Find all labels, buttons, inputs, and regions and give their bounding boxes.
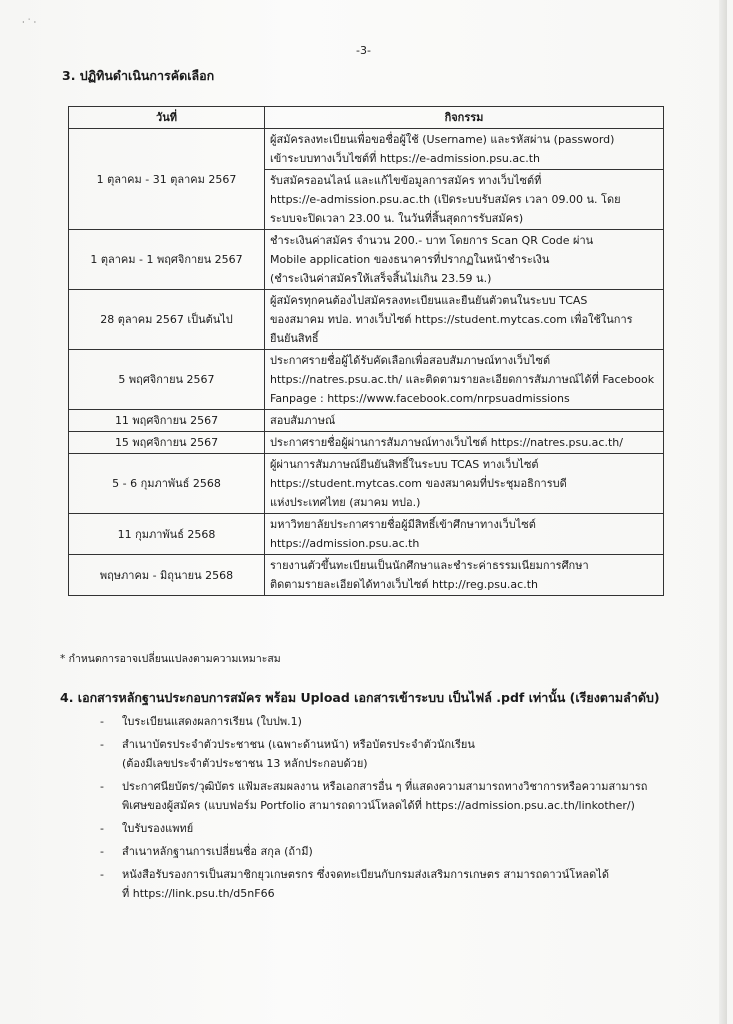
- schedule-body: [69, 129, 664, 596]
- bullet-dash: -: [100, 780, 104, 793]
- header-date: วันที่: [69, 107, 265, 129]
- schedule-activity: [265, 555, 664, 596]
- schedule-footnote: * กำหนดการอาจเปลี่ยนแปลงตามความเหมาะสม: [60, 653, 281, 665]
- schedule-row: [69, 230, 664, 290]
- list-item-line: (ต้องมีเลขประจำตัวประชาชน 13 หลักประกอบด้วย): [122, 757, 368, 770]
- page-edge-shadow: [719, 0, 727, 1024]
- bullet-dash: -: [100, 715, 104, 728]
- activity-line: Mobile application ของธนาคารที่ปรากฏในหน้าชำระเงิน: [270, 253, 550, 266]
- activity-line: Fanpage : https://www.facebook.com/nrpsuadmissions: [270, 392, 570, 405]
- activity-line: สอบสัมภาษณ์: [270, 414, 336, 427]
- schedule-row: [69, 129, 664, 170]
- schedule-date: 1 ตุลาคม - 31 ตุลาคม 2567: [69, 129, 265, 230]
- schedule-date: 15 พฤศจิกายน 2567: [69, 432, 265, 454]
- schedule-activity: [265, 350, 664, 410]
- schedule-date: 11 พฤศจิกายน 2567: [69, 410, 265, 432]
- activity-line: ผู้สมัครลงทะเบียนเพื่อขอชื่อผู้ใช้ (Username) และรหัสผ่าน (password): [270, 133, 615, 146]
- schedule-activity: [265, 514, 664, 555]
- list-item: [96, 735, 696, 773]
- activity-line: ประกาศรายชื่อผู้ผ่านการสัมภาษณ์ทางเว็บไซต์ https://natres.psu.ac.th/: [270, 436, 623, 449]
- schedule-row: [69, 290, 664, 350]
- activity-line: (ชำระเงินค่าสมัครให้เสร็จสิ้นไม่เกิน 23.59 น.): [270, 272, 492, 285]
- activity-line: ระบบจะปิดเวลา 23.00 น. ในวันที่สิ้นสุดการรับสมัคร): [270, 212, 524, 225]
- list-item-line: ใบรับรองแพทย์: [122, 822, 194, 835]
- list-item-line: สำเนาบัตรประจำตัวประชาชน (เฉพาะด้านหน้า) หรือบัตรประจำตัวนักเรียน: [122, 738, 475, 751]
- schedule-row: [69, 350, 664, 410]
- header-activity: กิจกรรม: [265, 107, 664, 129]
- activity-line: ผู้ผ่านการสัมภาษณ์ยืนยันสิทธิ์ในระบบ TCAS ทางเว็บไซต์: [270, 458, 539, 471]
- bullet-dash: -: [100, 868, 104, 881]
- schedule-activity: [265, 454, 664, 514]
- schedule-table: [68, 106, 664, 596]
- schedule-header-row: [69, 107, 664, 129]
- schedule-date: 28 ตุลาคม 2567 เป็นต้นไป: [69, 290, 265, 350]
- page-number: -3-: [356, 44, 371, 57]
- schedule-activity: [265, 410, 664, 432]
- schedule-row: [69, 555, 664, 596]
- schedule-date: 5 - 6 กุมภาพันธ์ 2568: [69, 454, 265, 514]
- schedule-row: [69, 432, 664, 454]
- activity-line: https://natres.psu.ac.th/ และติดตามรายละเอียดการสัมภาษณ์ได้ที่ Facebook: [270, 373, 655, 386]
- list-item-line: ใบระเบียนแสดงผลการเรียน (ใบปพ.1): [122, 715, 302, 728]
- activity-line: เข้าระบบทางเว็บไซต์ที่ https://e-admission.psu.ac.th: [270, 152, 540, 165]
- activity-line: รับสมัครออนไลน์ และแก้ไขข้อมูลการสมัคร ทางเว็บไซต์ที่: [270, 174, 542, 187]
- list-item: [96, 777, 696, 815]
- list-item-line: พิเศษของผู้สมัคร (แบบฟอร์ม Portfolio สามารถดาวน์โหลดได้ที่ https://admission.psu.ac.th/linkother/): [122, 799, 635, 812]
- activity-line: รายงานตัวขึ้นทะเบียนเป็นนักศึกษาและชำระค่าธรรมเนียมการศึกษา: [270, 559, 589, 572]
- activity-line: ผู้สมัครทุกคนต้องไปสมัครลงทะเบียนและยืนยันตัวตนในระบบ TCAS: [270, 294, 588, 307]
- schedule-row: [69, 514, 664, 555]
- bullet-dash: -: [100, 822, 104, 835]
- schedule-date: 1 ตุลาคม - 1 พฤศจิกายน 2567: [69, 230, 265, 290]
- schedule-activity: [265, 230, 664, 290]
- activity-line: ชำระเงินค่าสมัคร จำนวน 200.- บาท โดยการ Scan QR Code ผ่าน: [270, 234, 594, 247]
- activity-line: https://admission.psu.ac.th: [270, 537, 420, 550]
- schedule-activity: [265, 129, 664, 170]
- schedule-activity: [265, 290, 664, 350]
- activity-line: ของสมาคม ทปอ. ทางเว็บไซต์ https://student.mytcas.com เพื่อใช้ในการ: [270, 313, 633, 326]
- list-item-line: ที่ https://link.psu.th/d5nF66: [122, 887, 275, 900]
- list-item-line: ประกาศนียบัตร/วุฒิบัตร แฟ้มสะสมผลงาน หรือเอกสารอื่น ๆ ที่แสดงความสามารถทางวิชาการหรือความสามารถ: [122, 780, 648, 793]
- schedule-row: [69, 454, 664, 514]
- bullet-dash: -: [100, 738, 104, 751]
- activity-line: ยืนยันสิทธิ์: [270, 332, 319, 345]
- list-item: [96, 712, 696, 731]
- activity-line: https://e-admission.psu.ac.th (เปิดระบบรับสมัคร เวลา 09.00 น. โดย: [270, 193, 621, 206]
- schedule-date: พฤษภาคม - มิถุนายน 2568: [69, 555, 265, 596]
- section-4-title: 4. เอกสารหลักฐานประกอบการสมัคร พร้อม Upload เอกสารเข้าระบบ เป็นไฟล์ .pdf เท่านั้น (เรียงตามลำดับ): [60, 690, 660, 705]
- list-item: [96, 842, 696, 861]
- activity-line: ประกาศรายชื่อผู้ได้รับคัดเลือกเพื่อสอบสัมภาษณ์ทางเว็บไซต์: [270, 354, 551, 367]
- activity-line: มหาวิทยาลัยประกาศรายชื่อผู้มีสิทธิ์เข้าศึกษาทางเว็บไซต์: [270, 518, 536, 531]
- document-list: [96, 712, 696, 907]
- activity-line: ติดตามรายละเอียดได้ทางเว็บไซต์ http://reg.psu.ac.th: [270, 578, 539, 591]
- list-item: [96, 865, 696, 903]
- schedule-activity: [265, 170, 664, 230]
- schedule-date: 11 กุมภาพันธ์ 2568: [69, 514, 265, 555]
- activity-line: แห่งประเทศไทย (สมาคม ทปอ.): [270, 496, 421, 509]
- list-item-line: หนังสือรับรองการเป็นสมาชิกยุวเกษตรกร ซึ่งจดทะเบียนกับกรมส่งเสริมการเกษตร สามารถดาวน์โหลดได้: [122, 868, 609, 881]
- schedule-date: 5 พฤศจิกายน 2567: [69, 350, 265, 410]
- scan-specks: · ˙ ·: [22, 18, 37, 27]
- schedule-row: [69, 410, 664, 432]
- list-item-line: สำเนาหลักฐานการเปลี่ยนชื่อ สกุล (ถ้ามี): [122, 845, 313, 858]
- list-item: [96, 819, 696, 838]
- activity-line: https://student.mytcas.com ของสมาคมที่ประชุมอธิการบดี: [270, 477, 567, 490]
- section-3-title: 3. ปฏิทินดำเนินการคัดเลือก: [62, 68, 215, 83]
- bullet-dash: -: [100, 845, 104, 858]
- schedule-activity: [265, 432, 664, 454]
